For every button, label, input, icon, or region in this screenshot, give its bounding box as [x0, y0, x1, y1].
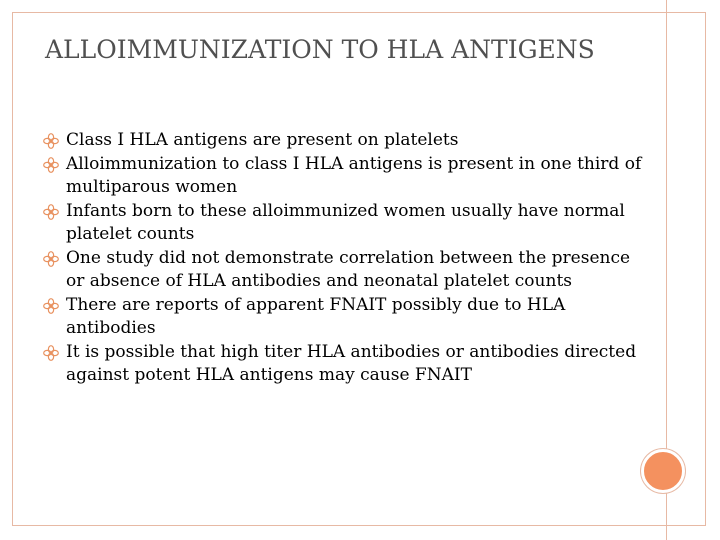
- bullet-item: [45, 153, 645, 200]
- slide-title: ALLOIMMUNIZATION TO HLA ANTIGENS: [45, 35, 595, 64]
- decorative-circle: [641, 449, 685, 493]
- bullet-list: [45, 129, 645, 388]
- bullet-item: [45, 247, 645, 294]
- bullet-item: [45, 341, 645, 388]
- bullet-text: Class I HLA antigens are present on platelets: [66, 130, 459, 150]
- flower-bullet-icon: [43, 345, 59, 361]
- bullet-text: Alloimmunization to class I HLA antigens is present in one third of multiparous women: [66, 153, 642, 197]
- bullet-item: [45, 129, 645, 153]
- flower-bullet-icon: [43, 204, 59, 220]
- flower-bullet-icon: [43, 298, 59, 314]
- flower-bullet-icon: [43, 251, 59, 267]
- flower-bullet-icon: [43, 133, 59, 149]
- bullet-item: [45, 200, 645, 247]
- bullet-text: It is possible that high titer HLA antibodies or antibodies directed against potent HLA antigens may cause FNAIT: [66, 341, 637, 385]
- bullet-text: One study did not demonstrate correlation between the presence or absence of HLA antibodies and neonatal platelet counts: [66, 247, 631, 291]
- bullet-text: Infants born to these alloimmunized women usually have normal platelet counts: [66, 200, 625, 244]
- flower-bullet-icon: [43, 157, 59, 173]
- bullet-text: There are reports of apparent FNAIT possibly due to HLA antibodies: [66, 294, 566, 338]
- bullet-item: [45, 294, 645, 341]
